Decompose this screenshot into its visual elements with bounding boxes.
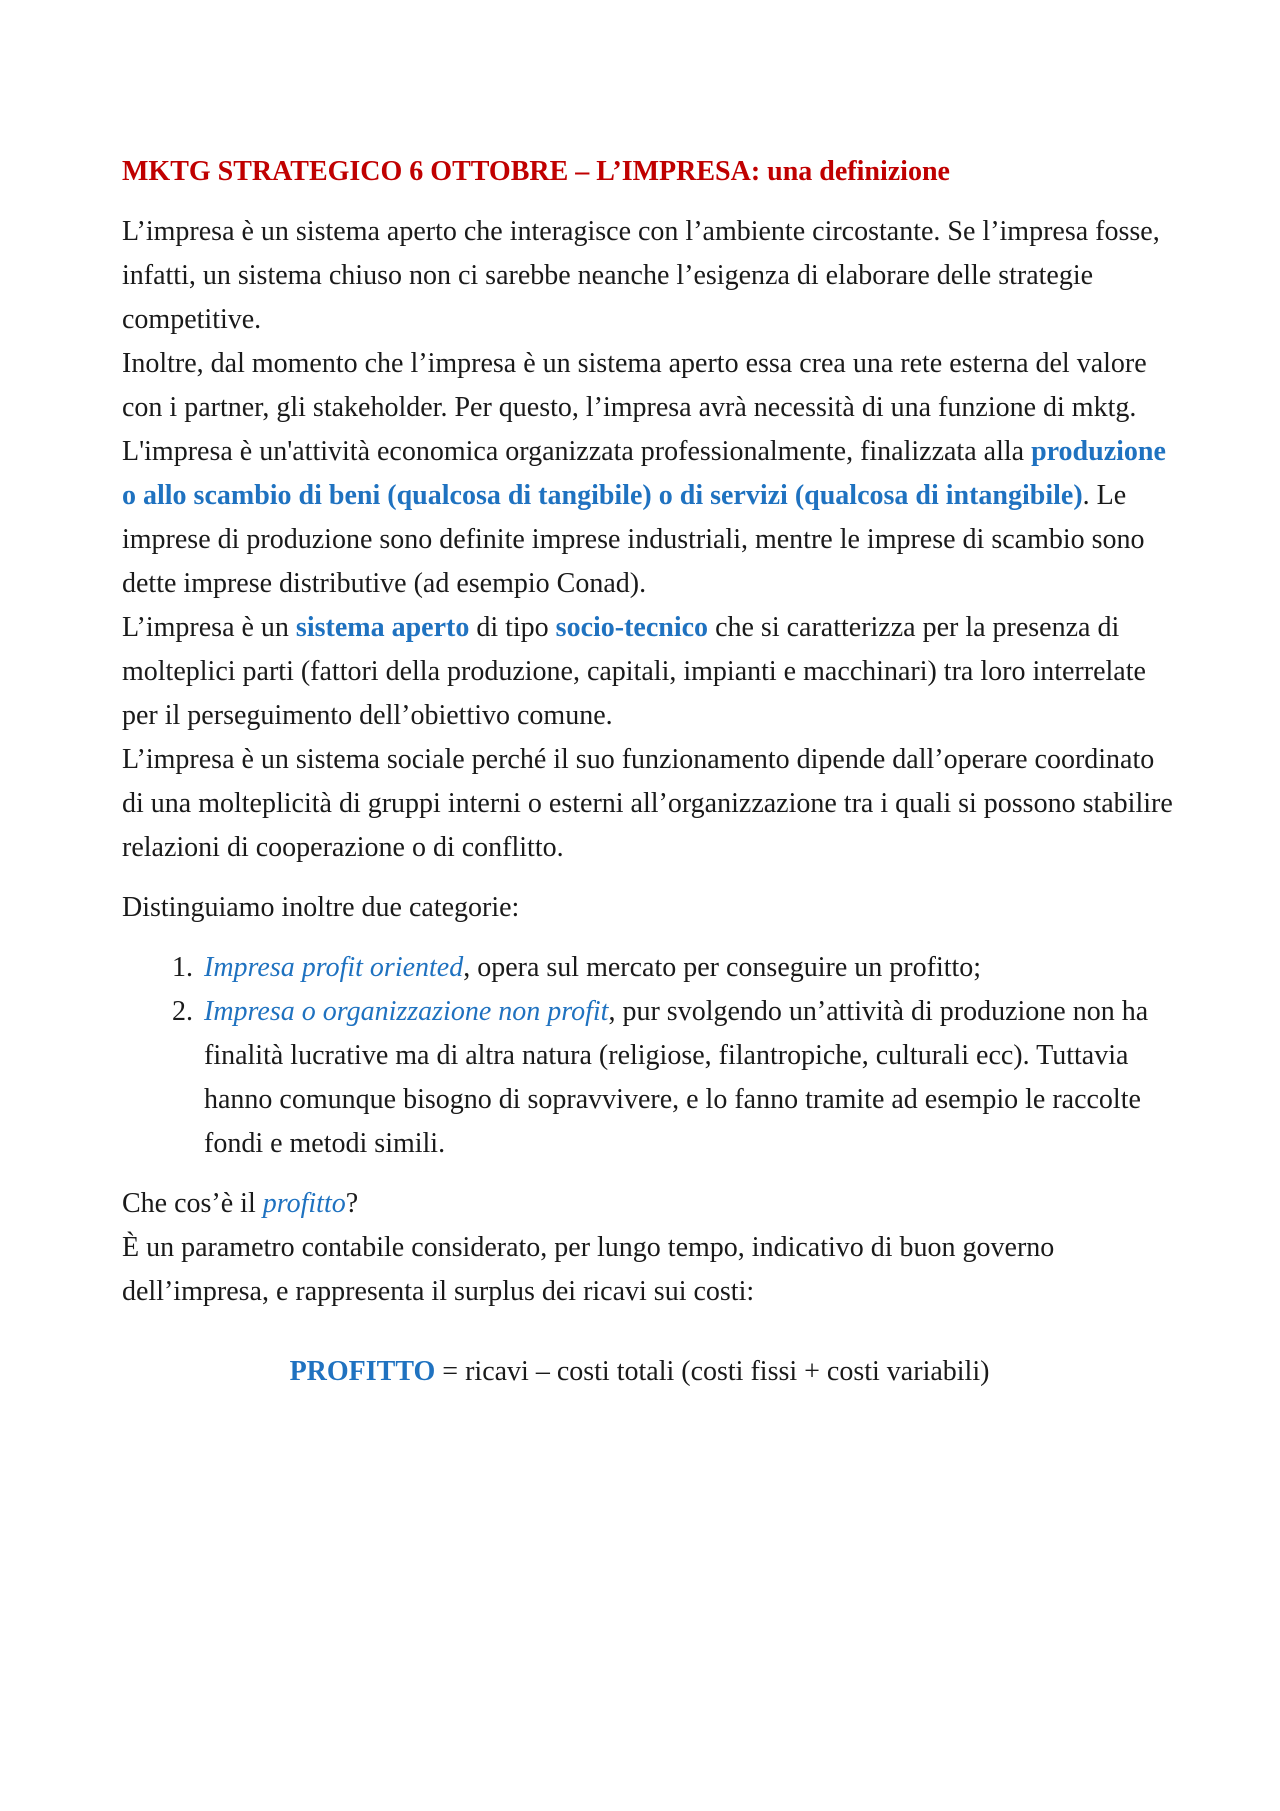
paragraph-definition-text: L'impresa è un'attività economica organizzata professionalmente, finalizzata alla: [122, 436, 1032, 467]
formula-label: PROFITTO: [289, 1356, 436, 1387]
paragraph-open-system: L’impresa è un sistema aperto che interagisce con l’ambiente circostante. Se l’impresa fosse, infatti, un sistema chiuso non ci sarebbe neanche l’esigenza di elaborare delle strategie competitive.: [122, 216, 1160, 335]
paragraph-value-network: Inoltre, dal momento che l’impresa è un sistema aperto essa crea una rete esterna del valore con i partner, gli stakeholder. Per questo, l’impresa avrà necessità di una funzione di mktg.: [122, 348, 1147, 423]
term-profit: profitto: [262, 1188, 346, 1219]
question-mark: ?: [345, 1188, 359, 1219]
list-item-text: , opera sul mercato per conseguire un profitto;: [463, 952, 982, 983]
list-item: [200, 990, 1177, 1166]
paragraph-categories-intro: Distinguiamo inoltre due categorie:: [122, 892, 520, 923]
highlight-production-exchange: produzione o allo scambio di beni (qualcosa di tangibile) o di servizi (qualcosa di intangibile): [122, 436, 1166, 511]
question-text: Che cos’è il: [122, 1188, 263, 1219]
formula-expression: = ricavi – costi totali (costi fissi + costi variabili): [435, 1356, 990, 1387]
profit-formula: [122, 1350, 1177, 1394]
term-non-profit: Impresa o organizzazione non profit: [204, 996, 609, 1027]
list-item-text: , pur svolgendo un’attività di produzione non ha finalità lucrative ma di altra natura (religiose, filantropiche, culturali ecc). Tuttavia hanno comunque bisogno di sopravvivere, e lo fanno tramite ad esempio le raccolte fondi e metodi simili.: [204, 996, 1149, 1159]
paragraph-social-system: L’impresa è un sistema sociale perché il suo funzionamento dipende dall’operare coordinato di una molteplicità di gruppi interni o esterni all’organizzazione tra i quali si possono stabilire relazioni di cooperazione o di conflitto.: [122, 744, 1173, 863]
paragraph-definition: [122, 430, 1177, 606]
highlight-open-system: sistema aperto: [295, 612, 470, 643]
paragraph-socio-technical: [122, 606, 1177, 738]
paragraph-definition-text-end: . Le imprese di produzione sono definite imprese industriali, mentre le imprese di scambio sono dette imprese distributive (ad esempio Conad).: [122, 480, 1145, 599]
document-body: [122, 150, 1177, 1394]
list-item: [200, 946, 1177, 990]
paragraph-socio-technical-text-end: che si caratterizza per la presenza di molteplici parti (fattori della produzione, capitali, impianti e macchinari) tra loro interrelate per il perseguimento dell’obiettivo comune.: [122, 612, 1146, 731]
question-profit: [122, 1182, 1177, 1226]
page-title: MKTG STRATEGICO 6 OTTOBRE – L’IMPRESA: una definizione: [122, 156, 950, 187]
paragraph-socio-technical-text: L’impresa è un: [122, 612, 296, 643]
term-profit-oriented: Impresa profit oriented: [204, 952, 464, 983]
categories-list: [122, 946, 1177, 1166]
paragraph-profit-definition: È un parametro contabile considerato, per lungo tempo, indicativo di buon governo dell’impresa, e rappresenta il surplus dei ricavi sui costi:: [122, 1232, 1055, 1307]
paragraph-socio-technical-text-mid: di tipo: [469, 612, 556, 643]
highlight-socio-technical: socio-tecnico: [555, 612, 709, 643]
